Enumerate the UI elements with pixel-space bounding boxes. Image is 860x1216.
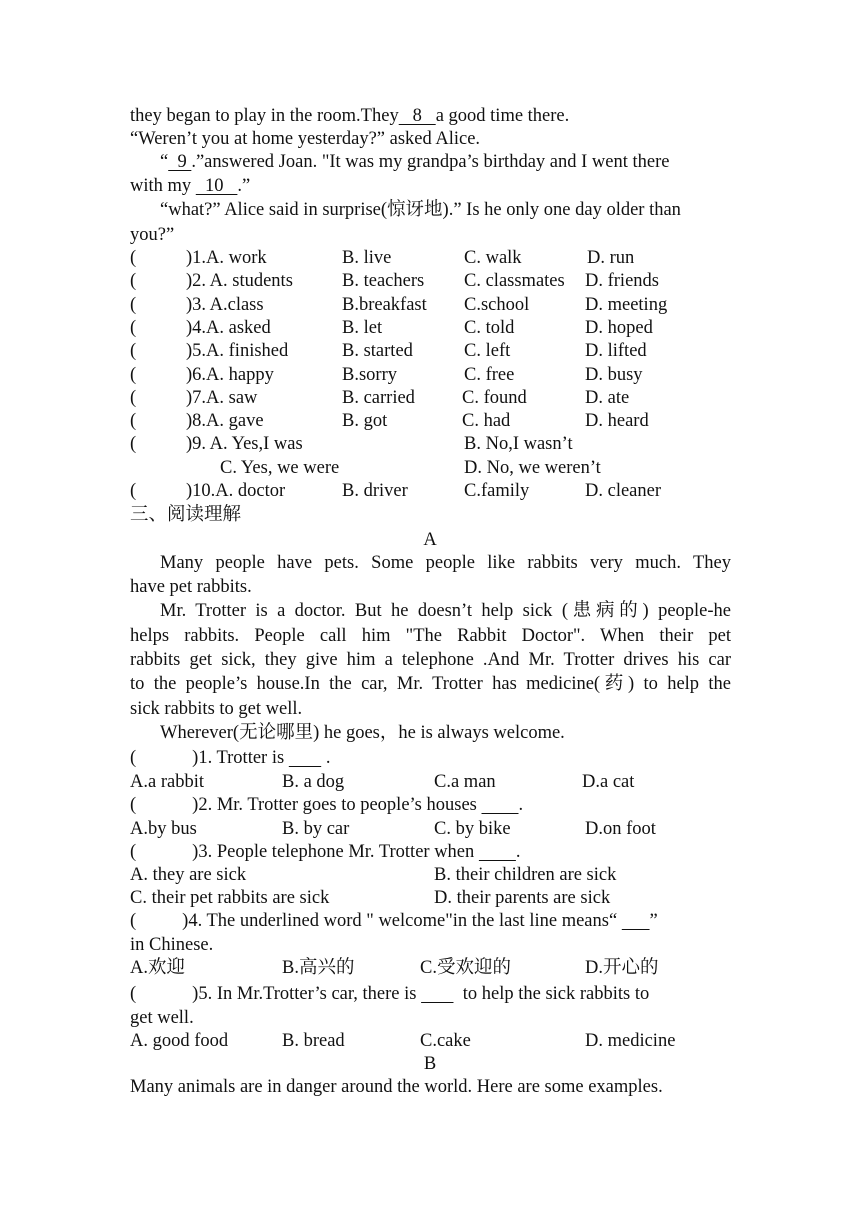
option-d: D. medicine bbox=[585, 1031, 676, 1051]
cloze-text: with my bbox=[130, 176, 196, 196]
option-c: C. told bbox=[464, 318, 515, 338]
option-b: B. bread bbox=[282, 1031, 345, 1051]
question-1 bbox=[130, 747, 330, 770]
option-d: D. ate bbox=[585, 388, 630, 408]
option-b: B. teachers bbox=[342, 271, 425, 291]
answer-paren: ( bbox=[130, 318, 137, 338]
option-b: B. started bbox=[342, 341, 413, 361]
question-tail: to help the sick rabbits to bbox=[453, 984, 650, 1004]
option-c: C. found bbox=[462, 388, 527, 408]
passage-a-line: sick rabbits to get well. bbox=[130, 699, 303, 719]
question-stem: )1. Trotter is bbox=[192, 748, 289, 768]
answer-paren: ( bbox=[130, 411, 137, 431]
question-5-options bbox=[130, 1030, 750, 1053]
option-row-1 bbox=[130, 247, 750, 270]
option-a: A. they are sick bbox=[130, 865, 247, 885]
option-a: )8.A. gave bbox=[186, 411, 264, 431]
answer-paren: ( bbox=[130, 341, 137, 361]
option-b: B. their children are sick bbox=[434, 865, 617, 885]
cloze-line-2: “Weren’t you at home yesterday?” asked Alice. bbox=[130, 129, 481, 149]
passage-a-line: Many people have pets. Some people like rabbits very much. They bbox=[160, 553, 731, 573]
option-b: B. live bbox=[342, 248, 392, 268]
option-d: D. friends bbox=[585, 271, 659, 291]
question-2 bbox=[130, 794, 523, 817]
cloze-text: .”answered Joan. "It was my grandpa’s birthday and I went there bbox=[191, 152, 670, 172]
option-b: B. carried bbox=[342, 388, 415, 408]
option-row-3 bbox=[130, 294, 750, 317]
option-c: C. free bbox=[464, 365, 515, 385]
option-row-10 bbox=[130, 480, 750, 503]
option-d: D. run bbox=[587, 248, 635, 268]
passage-b-heading: B bbox=[423, 1054, 437, 1074]
cloze-line-6: you?” bbox=[130, 225, 175, 245]
option-c: C. classmates bbox=[464, 271, 565, 291]
option-d: D. meeting bbox=[585, 295, 668, 315]
section-heading: 三、阅读理解 bbox=[130, 505, 242, 525]
question-tail: . bbox=[321, 748, 331, 768]
question-3-options-row1 bbox=[130, 864, 750, 887]
option-d: D.开心的 bbox=[585, 958, 659, 978]
answer-paren: ( bbox=[130, 271, 137, 291]
option-a: )5.A. finished bbox=[186, 341, 289, 361]
option-row-8 bbox=[130, 410, 750, 433]
question-stem: )4. The underlined word " welcome"in the last line means“ bbox=[182, 911, 622, 931]
option-c: C. had bbox=[462, 411, 511, 431]
option-d: D. busy bbox=[585, 365, 643, 385]
option-c: C. left bbox=[464, 341, 511, 361]
question-2-options bbox=[130, 818, 750, 841]
option-c: C. walk bbox=[464, 248, 522, 268]
option-a: )6.A. happy bbox=[186, 365, 274, 385]
answer-blank bbox=[289, 748, 321, 768]
option-b: B. a dog bbox=[282, 772, 345, 792]
option-d: D. No, we weren’t bbox=[464, 458, 601, 478]
question-5-cont: get well. bbox=[130, 1008, 194, 1028]
question-3 bbox=[130, 841, 521, 864]
option-b: B.高兴的 bbox=[282, 958, 355, 978]
option-row-2 bbox=[130, 270, 750, 293]
option-b: B. No,I wasn’t bbox=[464, 434, 573, 454]
question-tail: ” bbox=[649, 911, 658, 931]
answer-blank bbox=[622, 911, 650, 931]
answer-paren: ( bbox=[130, 984, 137, 1004]
option-c: C.受欢迎的 bbox=[420, 958, 511, 978]
passage-a-line: Wherever(无论哪里) he goes，he is always welcome. bbox=[160, 723, 565, 743]
passage-a-line: rabbits get sick, they give him a telephone .And Mr. Trotter drives his car bbox=[130, 650, 731, 670]
question-stem: )2. Mr. Trotter goes to people’s houses bbox=[192, 795, 482, 815]
option-row-6 bbox=[130, 364, 750, 387]
option-row-5 bbox=[130, 340, 750, 363]
option-c: C.family bbox=[464, 481, 530, 501]
cloze-text: .” bbox=[237, 176, 251, 196]
cloze-line-4 bbox=[130, 175, 250, 198]
cloze-text: “ bbox=[160, 152, 169, 172]
option-c: C.school bbox=[464, 295, 530, 315]
cloze-text: a good time there. bbox=[435, 106, 570, 126]
option-a: )1.A. work bbox=[186, 248, 267, 268]
option-c: C. Yes, we were bbox=[220, 458, 340, 478]
answer-paren: ( bbox=[130, 795, 137, 815]
option-d: D. their parents are sick bbox=[434, 888, 611, 908]
option-b: B.breakfast bbox=[342, 295, 427, 315]
cloze-line-3 bbox=[160, 151, 669, 174]
passage-a-line: have pet rabbits. bbox=[130, 577, 252, 597]
option-b: B. let bbox=[342, 318, 383, 338]
passage-a-heading: A bbox=[423, 530, 437, 550]
option-c: C.a man bbox=[434, 772, 496, 792]
question-4-options bbox=[130, 957, 750, 980]
question-4-cont: in Chinese. bbox=[130, 935, 214, 955]
question-stem: )5. In Mr.Trotter’s car, there is bbox=[192, 984, 422, 1004]
cloze-line-1 bbox=[130, 105, 569, 128]
answer-paren: ( bbox=[130, 748, 137, 768]
option-row-9 bbox=[130, 433, 750, 456]
passage-a-line: to the people’s house.In the car, Mr. Trotter has medicine(药) to help the bbox=[130, 674, 731, 694]
question-5 bbox=[130, 983, 649, 1006]
blank-8: 8 bbox=[398, 106, 436, 126]
passage-b-line: Many animals are in danger around the world. Here are some examples. bbox=[130, 1077, 663, 1097]
answer-paren: ( bbox=[130, 295, 137, 315]
passage-a-line: Mr. Trotter is a doctor. But he doesn’t help sick (患病的) people-he bbox=[160, 601, 731, 621]
question-1-options bbox=[130, 771, 750, 794]
option-a: A. good food bbox=[130, 1031, 229, 1051]
cloze-text: they began to play in the room.They bbox=[130, 106, 399, 126]
option-a: )10.A. doctor bbox=[186, 481, 286, 501]
answer-blank bbox=[421, 984, 453, 1004]
option-a: )3. A.class bbox=[186, 295, 264, 315]
answer-paren: ( bbox=[130, 365, 137, 385]
option-d: D. hoped bbox=[585, 318, 653, 338]
answer-blank bbox=[479, 842, 516, 862]
question-3-options-row2 bbox=[130, 887, 750, 910]
question-tail: . bbox=[515, 842, 521, 862]
answer-paren: ( bbox=[130, 911, 137, 931]
option-a: A.a rabbit bbox=[130, 772, 204, 792]
cloze-line-5: “what?” Alice said in surprise(惊讶地).” Is he only one day older than bbox=[160, 200, 681, 220]
option-row-9-cont bbox=[130, 457, 750, 480]
blank-9: 9 bbox=[168, 152, 192, 172]
option-c: C. by bike bbox=[434, 819, 511, 839]
answer-paren: ( bbox=[130, 842, 137, 862]
option-b: B. got bbox=[342, 411, 388, 431]
option-d: D. heard bbox=[585, 411, 649, 431]
option-row-4 bbox=[130, 317, 750, 340]
option-a: A.欢迎 bbox=[130, 958, 185, 978]
answer-paren: ( bbox=[130, 481, 137, 501]
option-b: B. driver bbox=[342, 481, 408, 501]
question-stem: )3. People telephone Mr. Trotter when bbox=[192, 842, 479, 862]
option-d: D.a cat bbox=[582, 772, 635, 792]
option-c: C. their pet rabbits are sick bbox=[130, 888, 330, 908]
option-a: )9. A. Yes,I was bbox=[186, 434, 303, 454]
option-d: D.on foot bbox=[585, 819, 656, 839]
passage-a-line: helps rabbits. People call him "The Rabbit Doctor". When their pet bbox=[130, 626, 731, 646]
answer-paren: ( bbox=[130, 248, 137, 268]
option-d: D. lifted bbox=[585, 341, 647, 361]
option-b: B. by car bbox=[282, 819, 350, 839]
answer-blank bbox=[482, 795, 519, 815]
option-a: )7.A. saw bbox=[186, 388, 258, 408]
question-4 bbox=[130, 910, 658, 933]
question-tail: . bbox=[518, 795, 524, 815]
option-c: C.cake bbox=[420, 1031, 471, 1051]
option-d: D. cleaner bbox=[585, 481, 662, 501]
option-b: B.sorry bbox=[342, 365, 397, 385]
option-row-7 bbox=[130, 387, 750, 410]
answer-paren: ( bbox=[130, 388, 137, 408]
option-a: A.by bus bbox=[130, 819, 197, 839]
answer-paren: ( bbox=[130, 434, 137, 454]
blank-10: 10 bbox=[195, 176, 238, 196]
option-a: )4.A. asked bbox=[186, 318, 271, 338]
option-a: )2. A. students bbox=[186, 271, 293, 291]
